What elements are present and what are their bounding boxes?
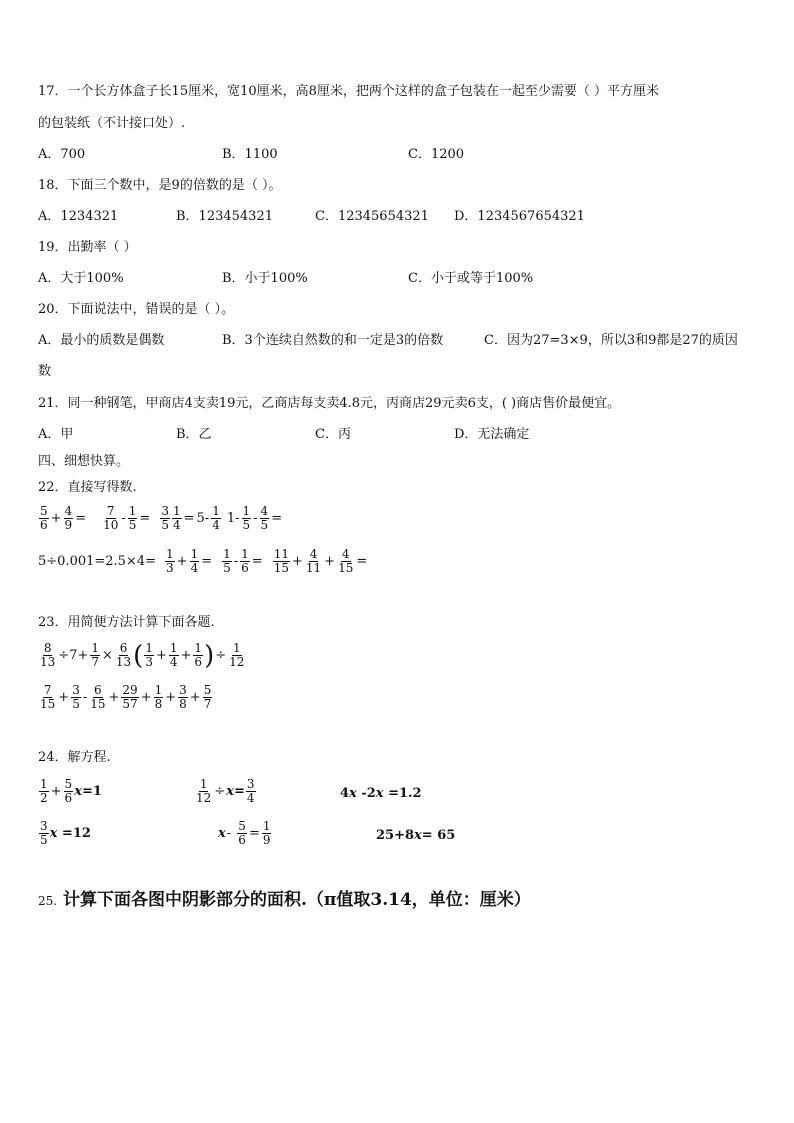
- q19-stem: 19．出勤率（ ）: [38, 240, 137, 255]
- fraction: $\frac{5}{7}$: [203, 683, 212, 711]
- q24-equation-3: 4 x -2 x =1.2: [340, 786, 422, 801]
- fraction: $\frac{8}{13}$: [40, 641, 56, 669]
- q18-option-c: C．12345654321: [315, 209, 429, 224]
- fraction: $\frac{5}{6}$: [40, 504, 48, 532]
- q21-option-a: A．甲: [38, 427, 74, 442]
- q20-option-a: A．最小的质数是偶数: [38, 333, 165, 348]
- fraction: $\frac{1}{4}$: [172, 504, 181, 532]
- fraction: $\frac{3}{8}$: [179, 683, 187, 711]
- fraction: $\frac{5}{6}$: [238, 819, 246, 847]
- q18-option-b: B．123454321: [176, 209, 273, 224]
- q19-option-a: A．大于100%: [38, 271, 124, 286]
- fraction: $\frac{4}{9}$: [64, 504, 73, 532]
- q24-equation-1: $\frac{1}{2}$ + $\frac{5}{6}$ x =1: [40, 777, 102, 805]
- q18-option-a: A．1234321: [38, 209, 119, 224]
- fraction: $\frac{1}{4}$: [212, 504, 220, 532]
- fraction: $\frac{29}{57}$: [122, 683, 138, 711]
- fraction: $\frac{1}{5}$: [128, 504, 137, 532]
- q24-equation-2: $\frac{1}{12}$ ÷ x = $\frac{3}{4}$: [196, 777, 255, 805]
- fraction: $\frac{4}{5}$: [260, 504, 269, 532]
- q24-equation-4: $\frac{3}{5}$ x =12: [40, 819, 91, 847]
- q17-option-a: A．700: [38, 147, 86, 162]
- fraction: $\frac{7}{10}$: [103, 504, 119, 532]
- q22-row2: 5÷0.001= 2.5×4= $\frac{1}{3}$ + $\frac{1}{4}$ = $\frac{1}{5}$ - $\frac{1}{6}$ = $\frac{11}{15}$ + $\frac{4}{11}$ + $\frac{4}{15}$ =: [38, 547, 368, 575]
- fraction: $\frac{1}{3}$: [145, 641, 153, 669]
- fraction: $\frac{1}{2}$: [40, 777, 48, 805]
- q24-equation-6: 25+8 x = 65: [376, 828, 456, 843]
- q20-option-b: B．3个连续自然数的和一定是3的倍数: [222, 333, 444, 348]
- fraction: $\frac{11}{15}$: [273, 547, 289, 575]
- fraction: $\frac{1}{8}$: [154, 683, 163, 711]
- fraction: $\frac{1}{4}$: [169, 641, 178, 669]
- q23-row1: $\frac{8}{13}$ ÷7+ $\frac{1}{7}$ × $\frac{6}{13}$ ( $\frac{1}{3}$ + $\frac{1}{4}$ + $\frac{1}{6}$ ) ÷ $\frac{1}{12}$: [40, 640, 245, 671]
- q17-option-c: C．1200: [408, 147, 465, 162]
- q21-stem: 21．同一种钢笔，甲商店4支卖19元，乙商店每支卖4.8元，丙商店29元卖6支，( )商店售价最便宜。: [38, 396, 621, 411]
- q20-option-c-continued: 数: [38, 364, 52, 379]
- q25-number: 25.: [38, 894, 58, 908]
- q19-option-b: B．小于100%: [222, 271, 308, 286]
- fraction: $\frac{6}{13}$: [115, 641, 132, 669]
- q20-option-c: C．因为27=3×9，所以3和9都是27的质因: [484, 333, 738, 348]
- fraction: $\frac{1}{4}$: [190, 547, 199, 575]
- q21-option-d: D．无法确定: [454, 427, 530, 442]
- fraction: $\frac{6}{15}$: [90, 683, 106, 711]
- fraction: $\frac{1}{7}$: [91, 641, 99, 669]
- q22-stem: 22．直接写得数.: [38, 480, 137, 495]
- fraction: $\frac{1}{12}$: [229, 641, 245, 669]
- q21-option-c: C．丙: [315, 427, 351, 442]
- q24-equation-5: x - $\frac{5}{6}$ = $\frac{1}{9}$: [218, 819, 271, 847]
- q24-stem: 24．解方程.: [38, 750, 111, 765]
- fraction: $\frac{1}{9}$: [262, 819, 271, 847]
- fraction: $\frac{1}{12}$: [196, 777, 212, 805]
- fraction: $\frac{3}{5}$: [72, 683, 80, 711]
- section-title: 四、细想快算。: [38, 454, 130, 469]
- q23-row2: $\frac{7}{15}$ + $\frac{3}{5}$ - $\frac{6}{15}$ + $\frac{29}{57}$ + $\frac{1}{8}$ + $\frac{3}{8}$ + $\frac{5}{7}$: [40, 683, 212, 711]
- q25-text: 计算下面各图中阴影部分的面积.（π值取3.14，单位：厘米）: [63, 890, 531, 910]
- q20-stem: 20．下面说法中，错误的是（ ）。: [38, 302, 235, 317]
- fraction: $\frac{3}{5}$: [161, 504, 169, 532]
- q21-option-b: B．乙: [176, 427, 212, 442]
- fraction: $\frac{3}{5}$: [40, 819, 48, 847]
- fraction: $\frac{1}{5}$: [242, 504, 251, 532]
- fraction: $\frac{7}{15}$: [40, 683, 56, 711]
- q17-option-b: B．1100: [222, 147, 278, 162]
- fraction: $\frac{1}{6}$: [241, 547, 249, 575]
- fraction: $\frac{4}{15}$: [338, 547, 354, 575]
- q19-option-c: C．小于或等于100%: [408, 271, 534, 286]
- fraction: $\frac{1}{6}$: [194, 641, 203, 669]
- fraction: $\frac{1}{3}$: [166, 547, 174, 575]
- q17-stem-line2: 的包装纸（不计接口处）.: [38, 116, 186, 131]
- q23-stem: 23．用简便方法计算下面各题.: [38, 615, 215, 630]
- q22-row1: $\frac{5}{6}$ + $\frac{4}{9}$ = $\frac{7}{10}$ - $\frac{1}{5}$ = $\frac{3}{5}$ $\frac{1}{4}$ = 5- $\frac{1}{4}$ 1- $\frac{1}{5}$ - $\frac{4}{5}$ =: [40, 504, 283, 532]
- fraction: $\frac{1}{5}$: [223, 547, 231, 575]
- q17-stem-line1: 17．一个长方体盒子长15厘米，宽10厘米，高8厘米，把两个这样的盒子包装在一起至少需要（ ）平方厘米: [38, 84, 660, 99]
- q18-option-d: D．1234567654321: [454, 209, 585, 224]
- fraction: $\frac{4}{11}$: [305, 547, 322, 575]
- fraction: $\frac{3}{4}$: [246, 777, 255, 805]
- q18-stem: 18．下面三个数中，是9的倍数的是（ ）。: [38, 178, 282, 193]
- fraction: $\frac{5}{6}$: [64, 777, 73, 805]
- q25-stem: [38, 885, 531, 910]
